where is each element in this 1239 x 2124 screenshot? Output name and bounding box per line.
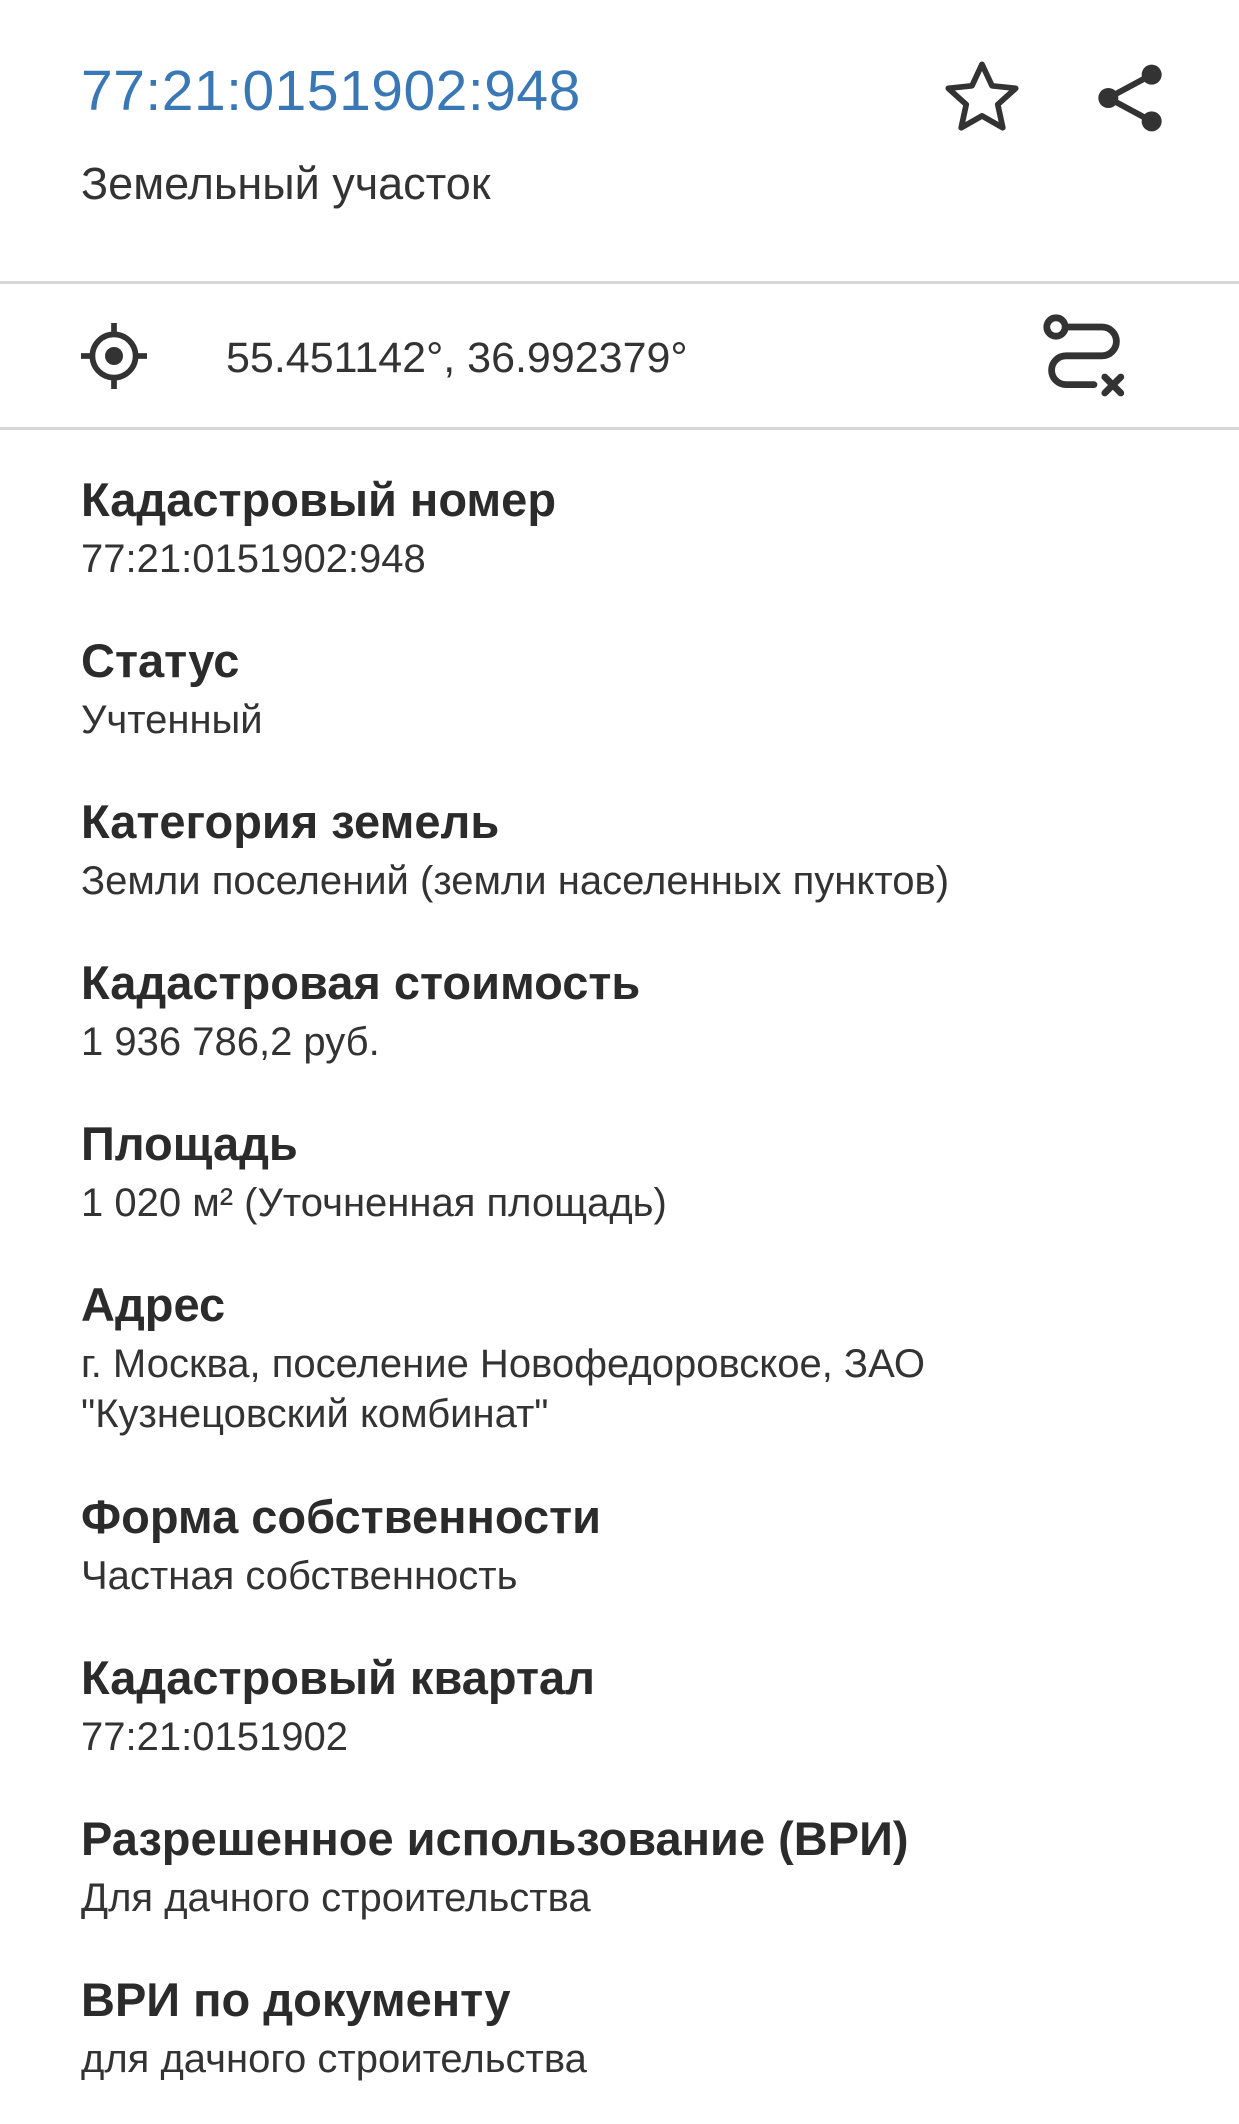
field-label: Форма собственности [81, 1490, 602, 1543]
field-value: Земли поселений (земли населенных пунктов) [81, 859, 950, 903]
field-label: Кадастровый квартал [81, 1651, 595, 1704]
field-label: Разрешенное использование (ВРИ) [81, 1812, 909, 1865]
field-cadastral-value [81, 953, 640, 1067]
field-label: Адрес [81, 1278, 226, 1331]
field-label: Кадастровая стоимость [81, 956, 641, 1009]
star-outline-icon [939, 55, 1025, 141]
field-label: Кадастровый номер [81, 473, 557, 526]
field-value: 1 020 м² (Уточненная площадь) [81, 1181, 667, 1225]
divider-top [0, 281, 1239, 284]
coordinates-text[interactable]: 55.451142°, 36.992379° [226, 334, 688, 382]
field-status [81, 631, 263, 745]
object-header [0, 0, 1239, 282]
field-cadastral-number [81, 470, 556, 584]
field-label: ВРИ по документу [81, 1973, 511, 2026]
field-land-category [81, 792, 949, 906]
divider-bottom [0, 427, 1239, 430]
field-permitted-use [81, 1809, 909, 1923]
share-button[interactable] [1078, 46, 1182, 150]
field-ownership-form [81, 1487, 601, 1601]
field-value: для дачного строительства [81, 2037, 587, 2081]
target-icon[interactable] [78, 320, 150, 392]
field-value[interactable]: 77:21:0151902 [81, 1715, 348, 1759]
field-cadastral-quarter [81, 1648, 595, 1762]
field-label: Площадь [81, 1117, 298, 1170]
field-area [81, 1114, 667, 1228]
field-value[interactable]: г. Москва, поселение Новофедоровское, ЗАО "Кузнецовский комбинат" [81, 1342, 926, 1436]
coordinates-row [0, 285, 1239, 427]
route-clear-icon[interactable] [1036, 309, 1132, 405]
field-label: Статус [81, 634, 240, 687]
field-label: Категория земель [81, 795, 500, 848]
favorite-button[interactable] [930, 46, 1034, 150]
field-value: Для дачного строительства [81, 1876, 591, 1920]
field-permitted-use-by-document [81, 1970, 587, 2084]
cadastral-number-title[interactable]: 77:21:0151902:948 [81, 59, 581, 123]
field-address [81, 1275, 1161, 1439]
field-value: 1 936 786,2 руб. [81, 1020, 380, 1064]
object-type-subtitle: Земельный участок [81, 158, 491, 209]
field-value[interactable]: 77:21:0151902:948 [81, 537, 426, 581]
share-icon [1090, 58, 1170, 138]
field-value: Учтенный [81, 698, 263, 742]
field-value: Частная собственность [81, 1554, 518, 1598]
